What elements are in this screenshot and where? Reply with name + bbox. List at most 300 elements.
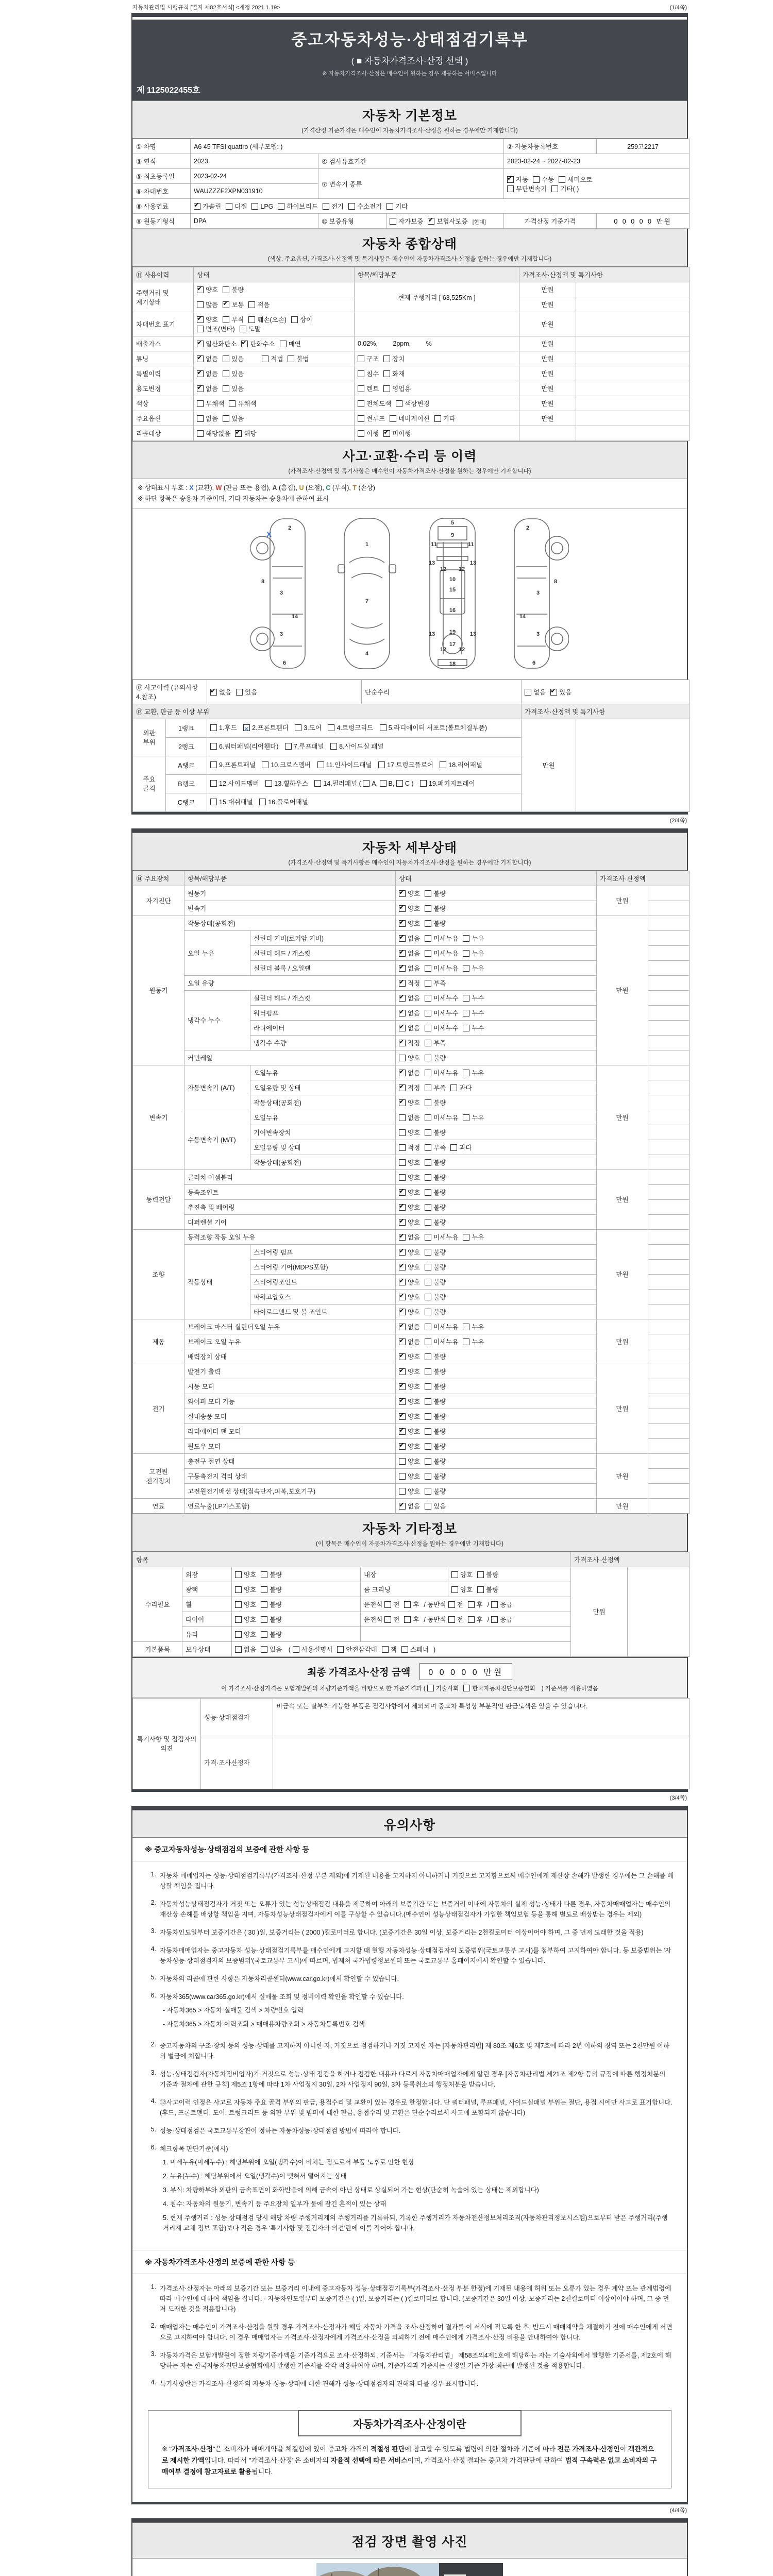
checkbox[interactable] (399, 920, 406, 927)
checkbox[interactable] (348, 203, 355, 210)
table-cell: 성능·상태점검자 (201, 1698, 273, 1736)
table-cell (194, 297, 355, 312)
option: 기타 (386, 201, 408, 211)
checkbox[interactable] (278, 203, 284, 210)
checkbox[interactable] (425, 1249, 431, 1256)
checkbox[interactable] (235, 1571, 242, 1578)
checkbox[interactable] (425, 1443, 431, 1450)
option: ✔ 없음 (399, 1068, 420, 1077)
checkbox[interactable] (463, 1685, 470, 1691)
checkbox[interactable] (401, 1646, 408, 1653)
table-cell: 클러치 어셈블리 (184, 1170, 396, 1184)
option: 미세누유 (425, 1337, 458, 1346)
checkbox[interactable] (425, 1099, 431, 1106)
checkbox[interactable] (425, 1294, 431, 1300)
checkbox[interactable] (425, 1219, 431, 1226)
checkbox[interactable] (463, 1324, 469, 1330)
checkbox[interactable] (226, 203, 232, 210)
table-cell (232, 1626, 361, 1641)
checkbox[interactable] (399, 1428, 406, 1435)
table-cell (232, 1567, 361, 1582)
checkbox[interactable] (399, 1309, 406, 1315)
option: 있음 (223, 369, 244, 378)
checkbox[interactable] (491, 1601, 498, 1608)
checkbox[interactable] (463, 1234, 469, 1241)
checkbox[interactable] (425, 1413, 431, 1420)
table-cell: WAUZZZF2XPN031910 (191, 184, 318, 199)
checkbox[interactable] (223, 316, 229, 323)
option: 불량 (425, 1442, 446, 1451)
checkbox[interactable] (425, 1473, 431, 1480)
checkbox[interactable] (223, 370, 229, 377)
checkbox[interactable] (468, 1616, 475, 1623)
checkbox[interactable] (323, 203, 329, 210)
table-cell (576, 719, 690, 811)
table-cell: 배출가스 (133, 336, 194, 351)
table-cell: ① 차명 (133, 139, 191, 154)
checkbox[interactable] (468, 1601, 475, 1608)
checkbox[interactable] (399, 950, 406, 957)
checkbox[interactable] (399, 1129, 406, 1136)
table-cell (194, 381, 355, 396)
checkbox[interactable] (399, 1084, 406, 1091)
checkbox[interactable] (399, 1249, 406, 1256)
checkbox[interactable] (404, 1616, 411, 1623)
checkbox[interactable] (399, 965, 406, 972)
checkbox[interactable] (383, 355, 390, 362)
table-cell: 2023-02-24 (191, 169, 318, 184)
checkbox[interactable] (399, 1219, 406, 1226)
checkbox[interactable] (399, 1338, 406, 1345)
photo-front-view (316, 2563, 503, 2576)
checkbox[interactable] (448, 1616, 455, 1623)
checkbox[interactable] (390, 415, 396, 422)
svg-text:10: 10 (449, 576, 456, 583)
option: 누유 (463, 948, 484, 958)
table-cell: 실내송풍 모터 (184, 1409, 396, 1423)
checkbox[interactable] (235, 1646, 242, 1653)
checkbox[interactable] (229, 400, 236, 407)
checkbox[interactable] (210, 761, 217, 768)
checkbox[interactable] (382, 1646, 389, 1653)
checkbox[interactable] (425, 1309, 431, 1315)
table-cell: 만원 (597, 1498, 648, 1513)
checkbox[interactable] (363, 780, 369, 787)
checkbox[interactable] (507, 176, 514, 183)
checkbox[interactable] (396, 400, 402, 407)
option: 양호 (451, 1570, 473, 1579)
checkbox[interactable] (293, 1646, 299, 1653)
checkbox[interactable] (463, 1070, 469, 1076)
checkbox[interactable] (425, 905, 431, 912)
checkbox[interactable] (328, 724, 334, 731)
checkbox[interactable] (425, 980, 431, 987)
checkbox[interactable] (399, 1070, 406, 1076)
table-cell: 2랭크 (166, 737, 207, 756)
table-cell: ⑬ 교환, 판금 등 이상 부위 (133, 704, 522, 719)
checkbox[interactable] (525, 689, 531, 696)
table-cell: 원동기 (133, 916, 184, 1065)
checkbox[interactable] (425, 1234, 431, 1241)
checkbox[interactable] (262, 355, 268, 362)
table-cell: 자가보증 ✔ 보험사보증 [현대] (386, 214, 504, 229)
checkbox[interactable] (295, 724, 301, 731)
checkbox[interactable] (425, 1353, 431, 1360)
checkbox[interactable] (261, 1646, 267, 1653)
checkbox[interactable] (291, 316, 298, 323)
option: 훼손(오손) (248, 315, 287, 324)
checkbox[interactable] (550, 689, 557, 696)
checkbox[interactable] (399, 1443, 406, 1450)
checkbox[interactable] (223, 301, 229, 308)
checkbox[interactable] (425, 1010, 431, 1016)
option: 미세누유 (425, 1232, 458, 1242)
checkbox[interactable] (463, 950, 469, 957)
checkbox[interactable] (399, 1294, 406, 1300)
checkbox[interactable] (236, 689, 243, 696)
checkbox[interactable] (197, 355, 204, 362)
checkbox[interactable] (399, 1189, 406, 1196)
checkbox[interactable] (399, 1279, 406, 1285)
notice-item: 5. 성능·상태점검은 국토교통부장관이 정하는 자동차성능·상태점검 방법에 따라야 합니다. (150, 2125, 401, 2134)
checkbox[interactable] (399, 980, 406, 987)
checkbox[interactable] (399, 1025, 406, 1031)
checkbox[interactable] (330, 743, 337, 750)
checkbox[interactable] (399, 905, 406, 912)
option: 불량 (261, 1570, 282, 1579)
checkbox[interactable] (425, 965, 431, 972)
table-cell: 휠 (182, 1597, 232, 1612)
table-cell: 만원 (597, 1065, 648, 1170)
table-cell: 고전원 전기장치 (133, 1453, 184, 1498)
table-cell (396, 1184, 597, 1199)
checkbox[interactable] (399, 1368, 406, 1375)
option: 불량 (425, 1367, 446, 1376)
checkbox[interactable] (507, 185, 514, 192)
checkbox[interactable] (197, 370, 204, 377)
checkbox[interactable] (425, 1398, 431, 1405)
checkbox[interactable] (261, 1601, 267, 1608)
checkbox[interactable] (399, 1040, 406, 1046)
svg-text:12: 12 (440, 566, 447, 572)
checkbox[interactable] (425, 1383, 431, 1390)
checkbox[interactable] (197, 400, 204, 407)
checkbox[interactable] (223, 385, 229, 392)
option: 적정 (399, 1143, 420, 1152)
checkbox[interactable] (197, 301, 204, 308)
option: 불량 (425, 919, 446, 928)
checkbox[interactable] (399, 1488, 406, 1495)
checkbox[interactable] (243, 724, 250, 731)
checkbox[interactable] (399, 1174, 406, 1181)
checkbox[interactable] (425, 1114, 431, 1121)
checkbox[interactable] (463, 1010, 469, 1016)
car-side-left-diagram (250, 516, 312, 671)
checkbox[interactable] (450, 1084, 457, 1091)
table-cell: 보유상태 (182, 1641, 232, 1656)
checkbox[interactable] (261, 1631, 267, 1638)
table-cell (648, 1199, 690, 1214)
table-cell: 만원 (597, 1364, 648, 1453)
checkbox[interactable] (425, 950, 431, 957)
checkbox[interactable] (425, 1189, 431, 1196)
checkbox[interactable] (197, 326, 204, 332)
checkbox[interactable] (399, 1010, 406, 1016)
option: ✔ 양호 (399, 1442, 420, 1451)
checkbox[interactable] (358, 415, 364, 422)
checkbox[interactable] (210, 780, 217, 787)
checkbox[interactable] (317, 761, 324, 768)
checkbox[interactable] (262, 761, 268, 768)
checkbox[interactable] (235, 1616, 242, 1623)
checkbox[interactable] (399, 1144, 406, 1151)
option: 렌트 (358, 384, 379, 393)
checkbox[interactable] (428, 218, 434, 225)
checkbox[interactable] (235, 430, 242, 437)
checkbox[interactable] (399, 935, 406, 942)
notice-item: 5. 자동차의 리콜에 관한 사항은 자동차리콜센터(www.car.go.kr)에서 확인할 수 있습니다. (150, 1973, 399, 1982)
checkbox[interactable] (358, 355, 364, 362)
checkbox[interactable] (285, 743, 292, 750)
checkbox[interactable] (197, 430, 204, 437)
checkbox[interactable] (533, 176, 540, 183)
checkbox[interactable] (399, 1264, 406, 1270)
option: 양호 (399, 1158, 420, 1167)
checkbox[interactable] (383, 370, 390, 377)
table-cell: 원동기 (184, 886, 396, 901)
checkbox[interactable] (384, 1616, 391, 1623)
checkbox[interactable] (358, 400, 364, 407)
checkbox[interactable] (425, 1324, 431, 1330)
checkbox[interactable] (399, 1353, 406, 1360)
checkbox[interactable] (448, 1601, 455, 1608)
checkbox[interactable] (197, 286, 204, 293)
checkbox[interactable] (386, 203, 393, 210)
checkbox[interactable] (425, 1129, 431, 1136)
option: 전체도색 (358, 399, 391, 408)
checkbox[interactable] (425, 935, 431, 942)
checkbox[interactable] (399, 1234, 406, 1241)
table-cell: 윈도우 모터 (184, 1438, 396, 1453)
checkbox[interactable] (399, 1324, 406, 1330)
checkbox[interactable] (210, 799, 217, 805)
checkbox[interactable] (463, 1025, 469, 1031)
checkbox[interactable] (210, 743, 217, 750)
table-cell: 0.02%, 2ppm, % (355, 336, 519, 351)
checkbox[interactable] (425, 1070, 431, 1076)
checkbox[interactable] (425, 1503, 431, 1510)
checkbox[interactable] (463, 935, 469, 942)
checkbox[interactable] (399, 1458, 406, 1465)
checkbox[interactable] (399, 1473, 406, 1480)
checkbox[interactable] (358, 430, 364, 437)
table-cell (396, 1229, 597, 1244)
svg-text:7: 7 (365, 598, 369, 604)
checkbox[interactable] (425, 1025, 431, 1031)
checkbox[interactable] (425, 1488, 431, 1495)
checkbox[interactable] (399, 1114, 406, 1121)
checkbox[interactable] (261, 1571, 267, 1578)
option: 스패너 (401, 1645, 429, 1654)
option: ✔ 없음 (197, 384, 218, 393)
checkbox[interactable] (241, 341, 248, 347)
table-cell: 만원 (597, 1229, 648, 1319)
checkbox[interactable] (210, 689, 217, 696)
checkbox[interactable] (399, 1413, 406, 1420)
state-code: A (흠집) (272, 484, 296, 492)
checkbox[interactable] (559, 176, 565, 183)
checkbox[interactable] (425, 1279, 431, 1285)
checkbox[interactable] (261, 1586, 267, 1593)
option: 18.리어패널 (440, 759, 482, 772)
checkbox[interactable] (399, 1383, 406, 1390)
checkbox[interactable] (425, 1144, 431, 1151)
checkbox[interactable] (477, 1586, 484, 1593)
checkbox[interactable] (197, 385, 204, 392)
checkbox[interactable] (197, 341, 204, 347)
checkbox[interactable] (358, 370, 364, 377)
checkbox[interactable] (248, 301, 255, 308)
table-row (133, 366, 690, 381)
form-header-line (131, 0, 688, 13)
option: 불량 (425, 1352, 446, 1361)
checkbox[interactable] (399, 1398, 406, 1405)
checkbox[interactable] (420, 780, 427, 787)
checkbox[interactable] (251, 203, 258, 210)
checkbox[interactable] (491, 1616, 498, 1623)
checkbox[interactable] (551, 185, 558, 192)
checkbox[interactable] (425, 1428, 431, 1435)
checkbox[interactable] (451, 1571, 458, 1578)
checkbox[interactable] (259, 799, 266, 805)
checkbox[interactable] (450, 1144, 457, 1151)
checkbox[interactable] (197, 316, 204, 323)
option: 미세누수 (425, 1008, 458, 1018)
checkbox[interactable] (425, 1264, 431, 1270)
checkbox[interactable] (378, 761, 385, 768)
checkbox[interactable] (399, 995, 406, 1002)
checkbox[interactable] (383, 430, 390, 437)
svg-text:12: 12 (440, 646, 447, 653)
table (132, 1698, 690, 1789)
table-cell (396, 945, 597, 960)
table-cell (648, 1259, 690, 1274)
checkbox[interactable] (425, 890, 431, 897)
checkbox[interactable] (425, 1368, 431, 1375)
checkbox[interactable] (235, 1601, 242, 1608)
checkbox[interactable] (425, 1159, 431, 1166)
checkbox[interactable] (425, 1055, 431, 1061)
table-cell (355, 396, 519, 411)
option: 있음 (223, 354, 244, 363)
svg-text:14: 14 (291, 613, 298, 620)
option: 불량 (425, 1456, 446, 1466)
option: 불법 (288, 354, 309, 363)
checkbox[interactable] (399, 890, 406, 897)
checkbox[interactable] (425, 995, 431, 1002)
checkbox[interactable] (384, 1601, 391, 1608)
option: 양호 (235, 1600, 256, 1609)
checkbox[interactable] (383, 385, 390, 392)
checkbox[interactable] (427, 1685, 434, 1691)
checkbox[interactable] (477, 1571, 484, 1578)
option: 부족 (425, 1143, 446, 1152)
checkbox[interactable] (337, 1646, 344, 1653)
notice-item: 3. 성능·상태점검자(자동차정비업자)가 거짓으로 성능·상태 점검을 하거나 점검한 내용과 다르게 자동차매매업자에게 알린 경우 [자동차관리법 제21조 제2항 등의 규정에 따른 행정처분의 기준과 절차에 관한 규칙] 제5조 1항에 따라 1차 사업정지 30일, 2차 사업정지 90일, 3차 등록취소의 행정처분을 받습니다. (150, 2069, 666, 2088)
table-cell (396, 1319, 597, 1334)
table-cell (355, 411, 519, 426)
checkbox[interactable] (425, 1040, 431, 1046)
checkbox[interactable] (463, 965, 469, 972)
checkbox[interactable] (425, 1204, 431, 1211)
checkbox[interactable] (399, 1055, 406, 1061)
checkbox[interactable] (463, 1114, 469, 1121)
option: 침수 (358, 369, 379, 378)
checkbox[interactable] (288, 355, 294, 362)
checkbox[interactable] (280, 341, 287, 347)
option: 없음 (197, 414, 218, 423)
svg-text:19: 19 (449, 629, 456, 635)
checkbox[interactable] (463, 995, 469, 1002)
checkbox[interactable] (380, 780, 386, 787)
checkbox[interactable] (390, 218, 396, 225)
table-cell: 스티어링 펌프 (250, 1244, 396, 1259)
table-cell: C랭크 (166, 793, 207, 811)
table-cell: 만원 (519, 351, 576, 366)
checkbox[interactable] (314, 780, 321, 787)
checkbox[interactable] (248, 316, 255, 323)
table-cell (648, 1319, 690, 1334)
checkbox[interactable] (235, 1586, 242, 1593)
car-diagram-row (132, 509, 687, 680)
table-cell (648, 1244, 690, 1259)
checkbox[interactable] (451, 1586, 458, 1593)
table-cell: 특별이력 (133, 366, 194, 381)
checkbox[interactable] (240, 326, 246, 332)
checkbox[interactable] (399, 1503, 406, 1510)
table-cell (361, 1626, 571, 1641)
table-cell (648, 975, 690, 990)
option: 9.프론트패널 (210, 759, 256, 772)
checkbox[interactable] (399, 1159, 406, 1166)
checkbox[interactable] (194, 203, 200, 210)
checkbox[interactable] (425, 920, 431, 927)
checkbox[interactable] (463, 1338, 469, 1345)
checkbox[interactable] (265, 780, 272, 787)
table-cell (232, 1597, 361, 1612)
checkbox[interactable] (235, 1631, 242, 1638)
checkbox[interactable] (425, 1338, 431, 1345)
checkbox[interactable] (399, 1204, 406, 1211)
checkbox[interactable] (440, 761, 446, 768)
checkbox[interactable] (425, 1458, 431, 1465)
checkbox[interactable] (434, 415, 441, 422)
checkbox[interactable] (399, 1099, 406, 1106)
checkbox[interactable] (425, 1174, 431, 1181)
checkbox[interactable] (223, 415, 229, 422)
checkbox[interactable] (396, 780, 403, 787)
svg-text:6: 6 (282, 659, 287, 666)
checkbox[interactable] (404, 1601, 411, 1608)
checkbox[interactable] (380, 724, 386, 731)
checkbox[interactable] (210, 724, 217, 731)
checkbox[interactable] (223, 286, 229, 293)
checkbox[interactable] (261, 1616, 267, 1623)
checkbox[interactable] (358, 385, 364, 392)
checkbox[interactable] (197, 415, 204, 422)
checkbox[interactable] (223, 355, 229, 362)
checkbox[interactable] (425, 1084, 431, 1091)
